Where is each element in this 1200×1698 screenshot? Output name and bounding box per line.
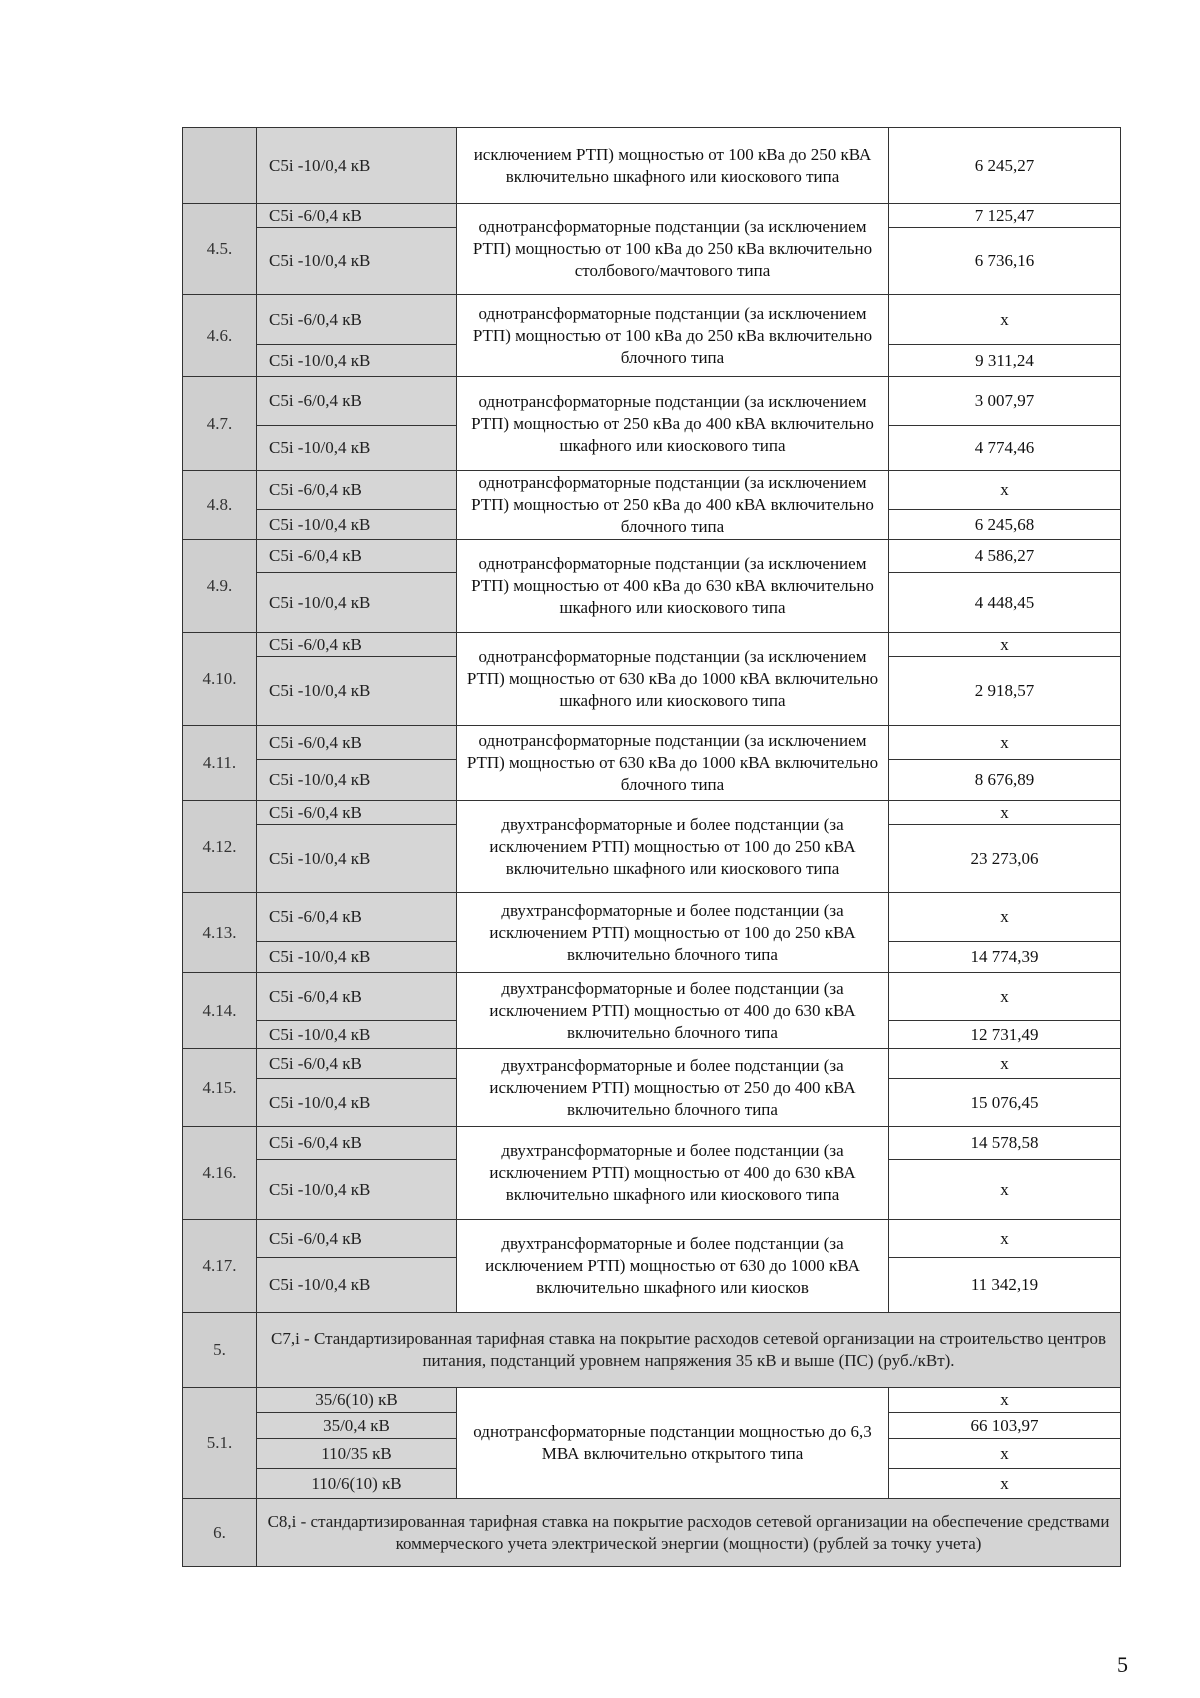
- voltage-code: C5i -10/0,4 кВ: [257, 942, 457, 973]
- table-row: [183, 633, 1121, 657]
- page-number: 5: [1117, 1652, 1128, 1677]
- row-number: 4.17.: [183, 1220, 257, 1313]
- rate-value: х: [889, 801, 1121, 825]
- row-number: 4.14.: [183, 973, 257, 1049]
- row-number: 4.10.: [183, 633, 257, 726]
- rate-value: 14 774,39: [889, 942, 1121, 973]
- voltage-code: C5i -6/0,4 кВ: [257, 726, 457, 760]
- rate-value: х: [889, 1388, 1121, 1413]
- voltage-code: C5i -10/0,4 кВ: [257, 510, 457, 540]
- voltage-code: C5i -10/0,4 кВ: [257, 1079, 457, 1127]
- row-number: 4.15.: [183, 1049, 257, 1127]
- rate-value: 15 076,45: [889, 1079, 1121, 1127]
- voltage-code: C5i -6/0,4 кВ: [257, 1220, 457, 1258]
- rate-value: 6 245,27: [889, 128, 1121, 204]
- substation-description: двухтрансформаторные и более подстанции (за исключением РТП) мощностью от 400 до 630 кВА включительно блочного типа: [457, 973, 889, 1049]
- rate-value: х: [889, 1469, 1121, 1499]
- section-number: 6.: [183, 1499, 257, 1567]
- rate-value: 4 774,46: [889, 426, 1121, 471]
- rate-value: 23 273,06: [889, 825, 1121, 893]
- substation-description: двухтрансформаторные и более подстанции (за исключением РТП) мощностью от 100 до 250 кВА включительно шкафного или киоскового типа: [457, 801, 889, 893]
- tariff-table: [182, 127, 1121, 1567]
- section-row: [183, 1313, 1121, 1388]
- row-number: [183, 128, 257, 204]
- table-row: [183, 471, 1121, 510]
- row-number: 4.16.: [183, 1127, 257, 1220]
- substation-description: однотрансформаторные подстанции (за исключением РТП) мощностью от 250 кВа до 400 кВА включительно блочного типа: [457, 471, 889, 540]
- rate-value: х: [889, 1049, 1121, 1079]
- table-row: [183, 1388, 1121, 1413]
- rate-value: 6 245,68: [889, 510, 1121, 540]
- voltage-code: 35/6(10) кВ: [257, 1388, 457, 1413]
- row-number: 4.13.: [183, 893, 257, 973]
- table-row: [183, 973, 1121, 1021]
- voltage-code: C5i -10/0,4 кВ: [257, 573, 457, 633]
- substation-description: однотрансформаторные подстанции (за исключением РТП) мощностью от 630 кВа до 1000 кВА включительно шкафного или киоскового типа: [457, 633, 889, 726]
- voltage-code: C5i -10/0,4 кВ: [257, 825, 457, 893]
- tariff-table-body: [183, 128, 1121, 1567]
- section-row: [183, 1499, 1121, 1567]
- rate-value: х: [889, 471, 1121, 510]
- substation-description: однотрансформаторные подстанции (за исключением РТП) мощностью от 250 кВа до 400 кВА включительно шкафного или киоскового типа: [457, 377, 889, 471]
- rate-value: х: [889, 726, 1121, 760]
- rate-value: 12 731,49: [889, 1021, 1121, 1049]
- voltage-code: C5i -6/0,4 кВ: [257, 633, 457, 657]
- voltage-code: C5i -6/0,4 кВ: [257, 973, 457, 1021]
- rate-value: х: [889, 295, 1121, 345]
- table-row: [183, 295, 1121, 345]
- table-row: [183, 726, 1121, 760]
- rate-value: 4 448,45: [889, 573, 1121, 633]
- table-row: [183, 1220, 1121, 1258]
- table-row: [183, 128, 1121, 204]
- table-row: [183, 540, 1121, 573]
- table-row: [183, 893, 1121, 942]
- voltage-code: C5i -10/0,4 кВ: [257, 1021, 457, 1049]
- substation-description: однотрансформаторные подстанции (за исключением РТП) мощностью от 100 кВа до 250 кВа включительно блочного типа: [457, 295, 889, 377]
- voltage-code: C5i -6/0,4 кВ: [257, 801, 457, 825]
- rate-value: х: [889, 893, 1121, 942]
- voltage-code: 110/6(10) кВ: [257, 1469, 457, 1499]
- voltage-code: C5i -6/0,4 кВ: [257, 893, 457, 942]
- table-row: [183, 1127, 1121, 1160]
- row-number: 4.8.: [183, 471, 257, 540]
- table-row: [183, 1049, 1121, 1079]
- voltage-code: C5i -6/0,4 кВ: [257, 204, 457, 228]
- voltage-code: C5i -10/0,4 кВ: [257, 345, 457, 377]
- substation-description: двухтрансформаторные и более подстанции (за исключением РТП) мощностью от 100 до 250 кВА включительно блочного типа: [457, 893, 889, 973]
- rate-value: 14 578,58: [889, 1127, 1121, 1160]
- rate-value: 2 918,57: [889, 657, 1121, 726]
- table-row: [183, 801, 1121, 825]
- rate-value: 3 007,97: [889, 377, 1121, 426]
- rate-value: 6 736,16: [889, 228, 1121, 295]
- rate-value: 7 125,47: [889, 204, 1121, 228]
- voltage-code: C5i -6/0,4 кВ: [257, 1049, 457, 1079]
- row-number: 4.11.: [183, 726, 257, 801]
- row-number: 4.9.: [183, 540, 257, 633]
- rate-value: 8 676,89: [889, 760, 1121, 801]
- voltage-code: C5i -10/0,4 кВ: [257, 657, 457, 726]
- voltage-code: C5i -10/0,4 кВ: [257, 228, 457, 295]
- section-number: 5.: [183, 1313, 257, 1388]
- section-title: С7,i - Стандартизированная тарифная ставка на покрытие расходов сетевой организации на строительство центров питания, подстанций уровнем напряжения 35 кВ и выше (ПС) (руб./кВт).: [257, 1313, 1121, 1388]
- substation-description: однотрансформаторные подстанции (за исключением РТП) мощностью от 100 кВа до 250 кВа включительно столбового/мачтового типа: [457, 204, 889, 295]
- voltage-code: C5i -10/0,4 кВ: [257, 760, 457, 801]
- row-number: 4.7.: [183, 377, 257, 471]
- rate-value: 4 586,27: [889, 540, 1121, 573]
- row-number: 4.12.: [183, 801, 257, 893]
- voltage-code: C5i -10/0,4 кВ: [257, 128, 457, 204]
- row-number: 5.1.: [183, 1388, 257, 1499]
- rate-value: х: [889, 633, 1121, 657]
- rate-value: х: [889, 1220, 1121, 1258]
- substation-description: однотрансформаторные подстанции (за исключением РТП) мощностью от 630 кВа до 1000 кВА включительно блочного типа: [457, 726, 889, 801]
- voltage-code: 110/35 кВ: [257, 1439, 457, 1469]
- voltage-code: C5i -10/0,4 кВ: [257, 1258, 457, 1313]
- row-number: 4.5.: [183, 204, 257, 295]
- voltage-code: C5i -10/0,4 кВ: [257, 426, 457, 471]
- substation-description: однотрансформаторные подстанции (за исключением РТП) мощностью от 400 кВа до 630 кВА включительно шкафного или киоскового типа: [457, 540, 889, 633]
- rate-value: х: [889, 973, 1121, 1021]
- voltage-code: C5i -10/0,4 кВ: [257, 1160, 457, 1220]
- table-row: [183, 204, 1121, 228]
- voltage-code: C5i -6/0,4 кВ: [257, 295, 457, 345]
- substation-description: двухтрансформаторные и более подстанции (за исключением РТП) мощностью от 400 до 630 кВА включительно шкафного или киоскового типа: [457, 1127, 889, 1220]
- table-row: [183, 377, 1121, 426]
- rate-value: х: [889, 1160, 1121, 1220]
- voltage-code: C5i -6/0,4 кВ: [257, 377, 457, 426]
- voltage-code: C5i -6/0,4 кВ: [257, 1127, 457, 1160]
- rate-value: 66 103,97: [889, 1413, 1121, 1439]
- rate-value: 9 311,24: [889, 345, 1121, 377]
- substation-description: двухтрансформаторные и более подстанции (за исключением РТП) мощностью от 250 до 400 кВА включительно блочного типа: [457, 1049, 889, 1127]
- row-number: 4.6.: [183, 295, 257, 377]
- rate-value: 11 342,19: [889, 1258, 1121, 1313]
- section-title: С8,i - стандартизированная тарифная ставка на покрытие расходов сетевой организации на обеспечение средствами коммерческого учета электрической энергии (мощности) (рублей за точку учета): [257, 1499, 1121, 1567]
- voltage-code: 35/0,4 кВ: [257, 1413, 457, 1439]
- substation-description: однотрансформаторные подстанции мощностью до 6,3 МВА включительно открытого типа: [457, 1388, 889, 1499]
- substation-description: исключением РТП) мощностью от 100 кВа до 250 кВА включительно шкафного или киоскового типа: [457, 128, 889, 204]
- rate-value: х: [889, 1439, 1121, 1469]
- substation-description: двухтрансформаторные и более подстанции (за исключением РТП) мощностью от 630 до 1000 кВА включительно шкафного или киосков: [457, 1220, 889, 1313]
- voltage-code: C5i -6/0,4 кВ: [257, 540, 457, 573]
- voltage-code: C5i -6/0,4 кВ: [257, 471, 457, 510]
